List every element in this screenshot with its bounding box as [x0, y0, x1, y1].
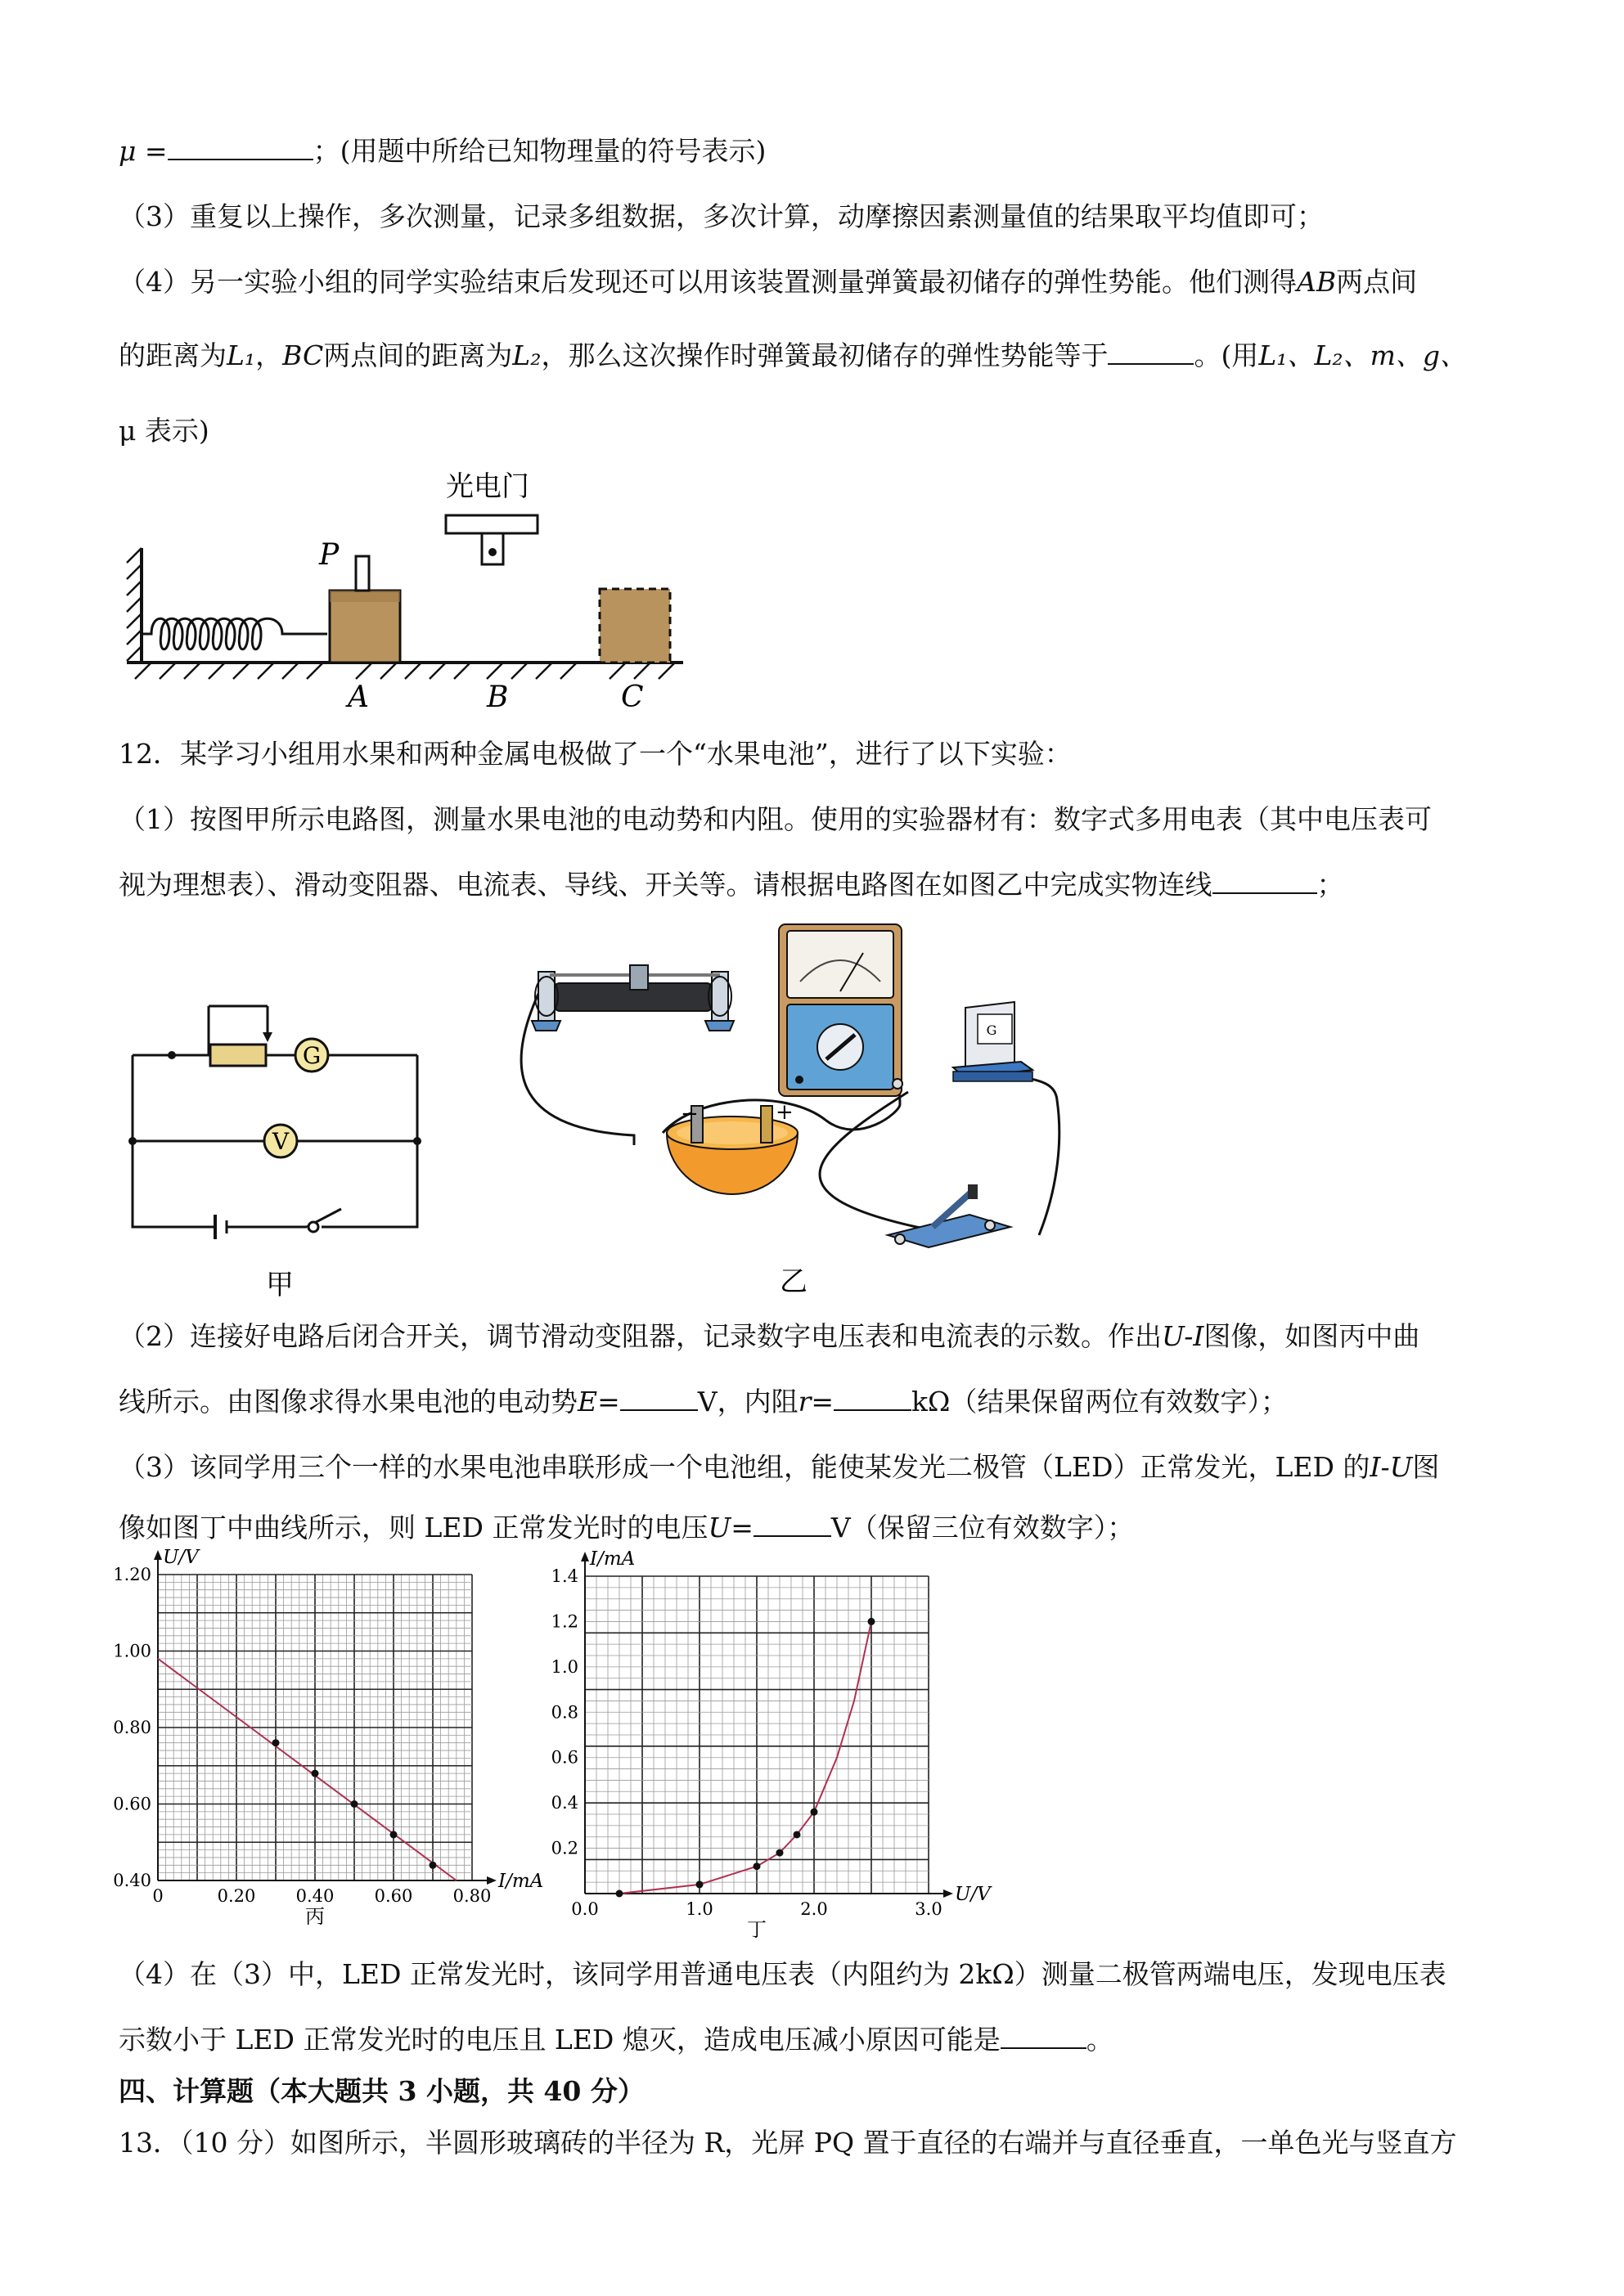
x-axis-arrow	[487, 1876, 497, 1885]
data-point	[430, 1862, 437, 1869]
q12-U: U	[708, 1512, 731, 1543]
section-heading: 四、计算题（本大题共 3 小题，共 40 分）	[119, 2075, 645, 2107]
voltage-blank	[754, 1511, 831, 1537]
q11-L1: L₁	[227, 339, 256, 371]
q11-comma: ，	[255, 339, 283, 371]
y-tick-label: 1.2	[551, 1611, 578, 1632]
x-axis-label: I/mA	[498, 1871, 544, 1892]
q12-part1-end: ；	[1316, 869, 1344, 901]
q11-step4-text-b: 两点间	[1336, 266, 1418, 298]
x-tick-label: 3.0	[915, 1899, 942, 1919]
block-at-C	[600, 589, 670, 663]
label-p: P	[319, 538, 340, 572]
x-tick-label: 0	[152, 1886, 164, 1906]
chart-caption: 丁	[747, 1918, 767, 1941]
rheostat-arrow	[263, 1032, 272, 1042]
svg-text:G: G	[302, 1042, 322, 1069]
spring	[142, 618, 327, 649]
y-tick-label: 0.60	[113, 1794, 151, 1814]
eq-sign: =	[597, 1386, 620, 1418]
q12-part2-text-c: 线所示。由图像求得水果电池的电动势	[119, 1386, 578, 1418]
q12-part4-line2	[119, 2022, 1113, 2058]
q12-ui: U-I	[1162, 1320, 1204, 1352]
q12-part4-line1: （4）在（3）中，LED 正常发光时，该同学用普通电压表（内阻约为 2kΩ）测量二极管两端电压，发现电压表	[119, 1958, 1446, 1990]
circuit-diagram-jia	[119, 990, 446, 1317]
q12-part3-line1	[119, 1449, 1439, 1485]
data-point	[272, 1739, 280, 1746]
q11-step4-line3: μ 表示)	[119, 415, 209, 447]
q11-step3: （3）重复以上操作，多次测量，记录多组数据，多次计算，动摩擦因素测量值的结果取平均值即可；	[119, 200, 1324, 232]
y-axis-arrow	[581, 1552, 589, 1561]
q13-stem: 13．（10 分）如图所示，半圆形玻璃砖的半径为 R，光屏 PQ 置于直径的右端并与直径垂直，一单色光与竖直方	[119, 2127, 1457, 2159]
x-tick-label: 0.80	[452, 1886, 492, 1906]
svg-text:G: G	[986, 1022, 997, 1038]
q12-part2-text-b: 图像，如图丙中曲	[1203, 1320, 1420, 1352]
chart-bing	[110, 1547, 569, 1943]
label-photogate: 光电门	[446, 470, 529, 503]
q11-step4-line1	[119, 264, 1417, 300]
q12-part2-text-d: V，内阻	[697, 1386, 799, 1418]
x-axis-label: U/V	[955, 1884, 991, 1905]
x-tick-label: 0.40	[295, 1886, 335, 1906]
y-tick-label: 0.2	[551, 1838, 578, 1858]
data-point	[868, 1618, 875, 1625]
x-axis-arrow	[943, 1889, 953, 1898]
y-tick-label: 0.80	[113, 1718, 151, 1737]
ammeter-G	[295, 1039, 328, 1072]
photogate-bar	[446, 515, 538, 533]
x-tick-label: 0.60	[374, 1886, 413, 1906]
node-left-top	[168, 1051, 176, 1059]
label-b: B	[487, 681, 509, 714]
emf-blank	[620, 1385, 698, 1411]
y-axis-label: I/mA	[590, 1548, 636, 1570]
q11-step4-text-a: （4）另一实验小组的同学实验结束后发现还可以用该装置测量弹簧最初储存的弹性势能。他们测得	[119, 266, 1297, 298]
data-point	[754, 1862, 761, 1870]
q12-part4-text-b: 示数小于 LED 正常发光时的电压且 LED 熄灭，造成电压减小原因可能是	[119, 2024, 1001, 2056]
floor-hatching	[135, 663, 675, 679]
y-tick-label: 0.6	[551, 1747, 578, 1768]
q11-step4-ab: AB	[1297, 266, 1337, 298]
data-point	[794, 1831, 801, 1838]
mu-prefix: μ =	[119, 135, 168, 167]
x-tick-label: 2.0	[800, 1899, 828, 1919]
reason-blank	[1001, 2023, 1086, 2049]
q12-iu: I-U	[1370, 1451, 1413, 1483]
x-tick-label: 0.20	[217, 1886, 256, 1906]
data-point	[351, 1800, 358, 1808]
y-tick-label: 0.4	[551, 1793, 578, 1813]
data-point	[696, 1880, 704, 1888]
q11-step4-text-f: 。(用	[1194, 339, 1259, 371]
node-left-mid	[128, 1137, 137, 1145]
q11-vars: L₁、L₂、m、g、	[1258, 339, 1468, 371]
caption-jia: 甲	[266, 1269, 294, 1301]
q12-part2-line2	[119, 1384, 1288, 1420]
mu-blank	[168, 134, 313, 160]
eq-sign: =	[811, 1386, 834, 1418]
q11-step4-text-e: ，那么这次操作时弹簧最初储存的弹性势能等于	[541, 339, 1109, 371]
photogate-sensor	[488, 548, 497, 556]
q12-part2-line1	[119, 1319, 1419, 1355]
y-tick-label: 0.8	[551, 1702, 578, 1723]
q12-part3-text-b: 图	[1412, 1451, 1440, 1483]
q12-part4-end: 。	[1086, 2024, 1113, 2056]
q12-part2-text-a: （2）连接好电路后闭合开关，调节滑动变阻器，记录数字电压表和电流表的示数。作出	[119, 1320, 1162, 1352]
q11-bc: BC	[282, 339, 324, 371]
apparatus-yi	[491, 924, 1080, 1301]
q12-part3-line2	[119, 1510, 1134, 1546]
q11-L2: L₂	[512, 339, 542, 371]
energy-blank	[1108, 339, 1194, 365]
electrode-minus: −	[681, 1102, 699, 1126]
q11-spring-figure	[119, 466, 691, 720]
svg-text:V: V	[272, 1128, 290, 1155]
q12-part3-text-c: 像如图丁中曲线所示，则 LED 正常发光时的电压	[119, 1512, 709, 1543]
galvanometer-G	[953, 1002, 1032, 1081]
mu-answer-line	[119, 133, 766, 169]
caption-yi: 乙	[780, 1265, 808, 1298]
x-tick-label: 1.0	[686, 1899, 713, 1919]
data-point	[811, 1808, 818, 1816]
q12-stem: 12．某学习小组用水果和两种金属电极做了一个“水果电池”，进行了以下实验：	[119, 738, 1072, 770]
pointer-p	[356, 556, 369, 591]
node-right-mid	[413, 1137, 421, 1145]
q12-part1-line1: （1）按图甲所示电路图，测量水果电池的电动势和内阻。使用的实验器材有：数字式多用电表（其中电压表可	[119, 803, 1432, 835]
electrode-plus: +	[776, 1100, 794, 1125]
fruit-battery	[667, 1100, 798, 1194]
data-point	[312, 1770, 319, 1777]
eq-sign: =	[731, 1512, 754, 1543]
q12-part3-text-d: V（保留三位有效数字）；	[830, 1512, 1135, 1543]
chart-caption: 丙	[305, 1905, 325, 1928]
q12-part3-text-a: （3）该同学用三个一样的水果电池串联形成一个电池组，能使某发光二极管（LED）正常发光，LED 的	[119, 1451, 1370, 1483]
y-axis-arrow	[154, 1550, 162, 1560]
label-c: C	[621, 681, 644, 714]
wiring-blank	[1212, 868, 1317, 894]
y-tick-label: 1.00	[113, 1641, 151, 1661]
data-point	[776, 1849, 784, 1857]
sliding-rheostat	[532, 965, 734, 1031]
q12-r: r	[798, 1386, 812, 1418]
knife-switch	[888, 1184, 1010, 1247]
rheostat	[210, 1045, 266, 1066]
mu-suffix: ；(用题中所给已知物理量的符号表示)	[313, 135, 767, 167]
y-tick-label: 1.0	[551, 1656, 578, 1677]
data-point	[616, 1890, 623, 1898]
switch-pivot	[308, 1222, 318, 1232]
y-tick-label: 0.40	[113, 1871, 151, 1890]
resistance-blank	[834, 1385, 911, 1411]
label-a: A	[348, 681, 369, 714]
q12-part1-text: 视为理想表）、滑动变阻器、电流表、导线、开关等。请根据电路图在如图乙中完成实物连线	[119, 869, 1212, 901]
q11-step4-line2	[119, 338, 1467, 374]
q12-part1-line2	[119, 867, 1344, 903]
q12-E: E	[578, 1386, 598, 1418]
y-tick-label: 1.4	[551, 1566, 578, 1586]
q12-part2-text-e: kΩ（结果保留两位有效数字）；	[911, 1386, 1288, 1418]
y-tick-label: 1.20	[113, 1565, 151, 1584]
q11-step4-text-d: 两点间的距离为	[323, 339, 513, 371]
digital-multimeter	[779, 924, 902, 1096]
y-axis-label: U/V	[163, 1547, 199, 1568]
chart-ding	[548, 1550, 1023, 1939]
x-tick-label: 0.0	[571, 1899, 599, 1919]
data-point	[390, 1831, 398, 1838]
shading-strip	[330, 591, 400, 602]
q11-step4-text-c: 的距离为	[119, 339, 227, 371]
voltmeter-V	[264, 1125, 297, 1157]
